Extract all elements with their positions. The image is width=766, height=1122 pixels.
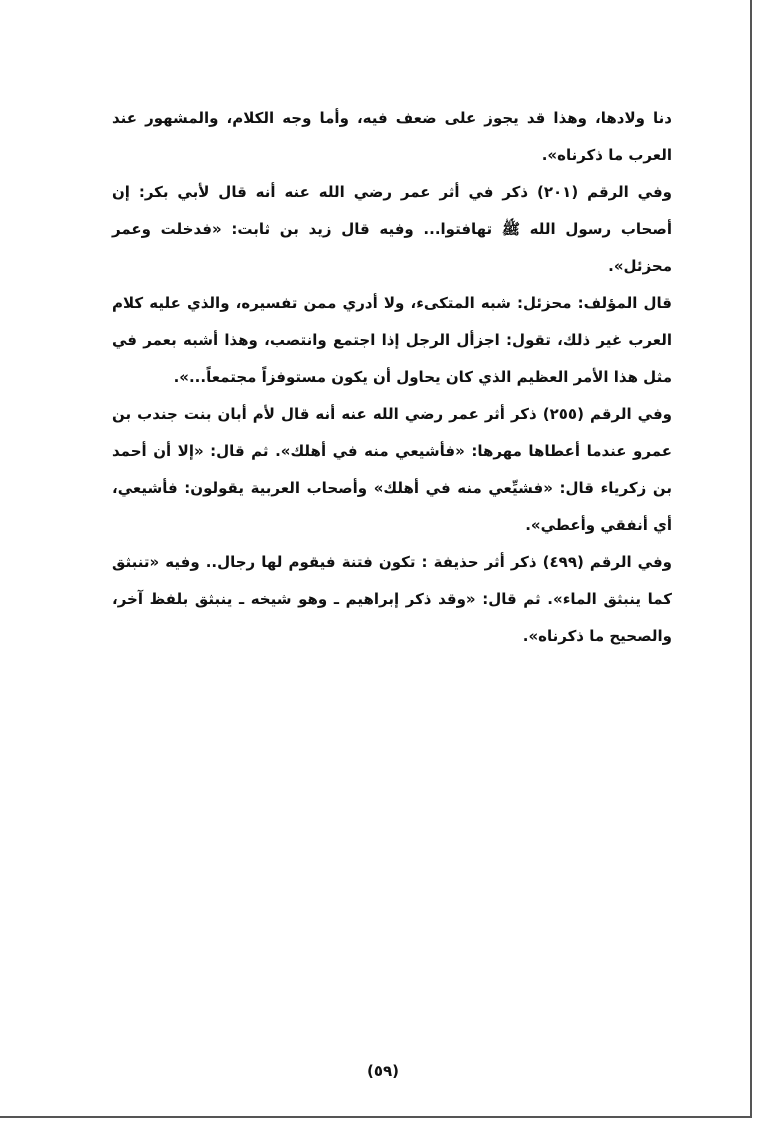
page-number: (٥٩) (366, 1062, 400, 1080)
paragraph-2: وفي الرقم (٢٠١) ذكر في أثر عمر رضي الله عنه أنه قال لأبي بكر: إن أصحاب رسول الله ﷺ تهافتوا... وفيه قال زيد بن ثابت: «فدخلت وعمر محزئل». (112, 183, 672, 275)
paragraph-5: وفي الرقم (٤٩٩) ذكر أثر حذيفة : تكون فتنة فيقوم لها رجال.. وفيه «تنبثق كما ينبثق الماء». ثم قال: «وقد ذكر إبراهيم ـ وهو شيخه ـ ينبثق بلفظ آخر، والصحيح ما ذكرناه». (112, 553, 672, 645)
paragraph-1: دنا ولادها، وهذا قد يجوز على ضعف فيه، وأما وجه الكلام، والمشهور عند العرب ما ذكرناه». (112, 109, 672, 164)
body-text (112, 100, 672, 655)
paragraph-3: قال المؤلف: محزئل: شبه المتكىء، ولا أدري ممن تفسيره، والذي عليه كلام العرب غير ذلك، تقول: اجزأل الرجل إذا اجتمع وانتصب، وهذا أشبه بعمر في مثل هذا الأمر العظيم الذي كان يحاول أن يكون مستوفزاً مجتمعاً...». (112, 294, 672, 386)
paragraph-4: وفي الرقم (٢٥٥) ذكر أثر عمر رضي الله عنه أنه قال لأم أبان بنت جندب بن عمرو عندما أعطاها مهرها: «فأشيعي منه في أهلك». ثم قال: «إلا أن أحمد بن زكرياء قال: «فشيِّعي منه في أهلك» وأصحاب العربية يقولون: فأشيعي، أي أنفقي وأعطي». (112, 405, 672, 534)
